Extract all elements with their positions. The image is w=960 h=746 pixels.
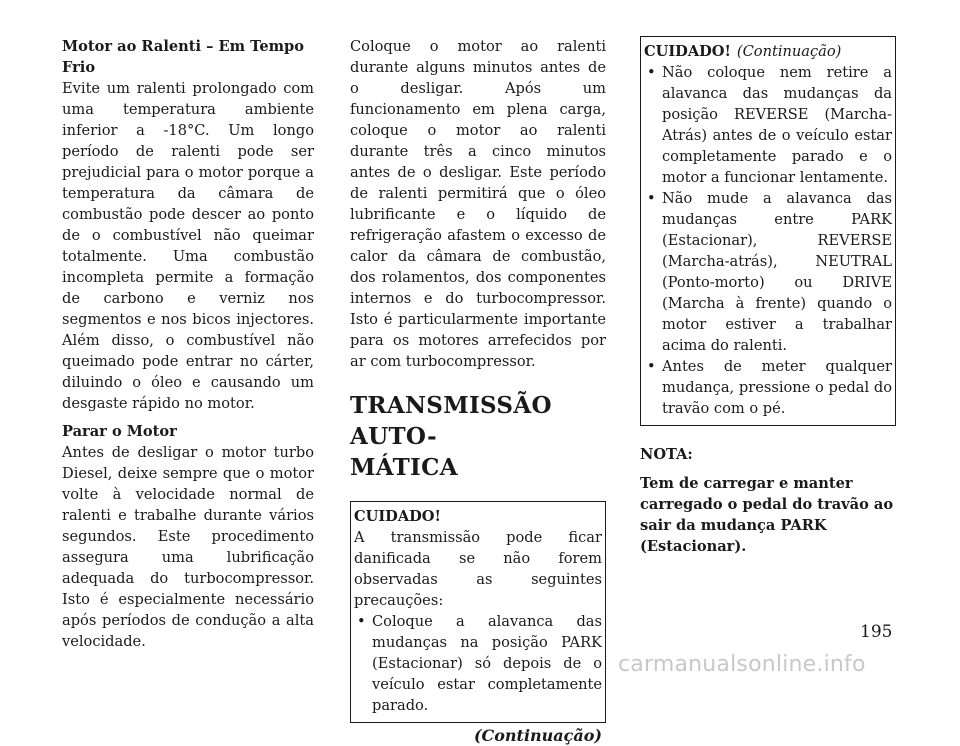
- section-title-line2: MÁTICA: [350, 454, 458, 481]
- watermark: carmanualsonline.info: [618, 652, 866, 677]
- caution-box: [350, 501, 606, 723]
- caution-list-continued: [644, 62, 892, 419]
- caution-item: • Coloque a alavanca das mudanças na posição PARK (Estacionar) só depois de o veículo estar completamente parado.: [354, 611, 602, 716]
- caution-continued-label: (Continuação): [736, 43, 842, 60]
- paragraph-stop-engine: Antes de desligar o motor turbo Diesel, deixe sempre que o motor volte à velocidade normal de ralenti e trabalhe durante vários segundos. Este procedimento assegura uma lubrificação adequada do turbocompressor. Isto é especialmente necessário após períodos de condução a alta velocidade.: [62, 444, 314, 650]
- page-number: 195: [860, 622, 893, 642]
- paragraph-idle-cold-weather: Evite um ralenti prolongado com uma temperatura ambiente inferior a -18°C. Um longo período de ralenti pode ser prejudicial para o motor porque a temperatura da câmara de combustão pode descer ao ponto de o combustível não queimar totalmente. Uma combustão incompleta permite a formação de carbono e verniz nos segmentos e nos bicos injectores. Além disso, o combustível não queimado pode entrar no cárter, diluindo o óleo e causando um desgaste rápido no motor.: [62, 80, 314, 412]
- column-middle: [350, 36, 606, 746]
- caution-title: CUIDADO!: [354, 508, 441, 525]
- paragraph-idle-before-shutdown: Coloque o motor ao ralenti durante alguns minutos antes de o desligar. Após um funcionamento em plena carga, coloque o motor ao ralenti durante três a cinco minutos antes de o desligar. Este período de ralenti permitirá que o óleo lubrificante e o líquido de refrigeração afastem o excesso de calor da câmara de combustão, dos rolamentos, dos componentes internos e do turbocompressor. Isto é particularmente importante para os motores arrefecidos por ar com turbocompressor.: [350, 38, 606, 370]
- caution-list: [354, 611, 602, 716]
- note-text: Tem de carregar e manter carregado o pedal do travão ao sair da mudança PARK (Estacionar).: [640, 475, 894, 555]
- caution-item: • Não coloque nem retire a alavanca das mudanças da posição REVERSE (Marcha-Atrás) antes de o veículo estar completamente parado e o motor a funcionar lentamente.: [644, 62, 892, 188]
- caution-item: • Não mude a alavanca das mudanças entre PARK (Estacionar), REVERSE (Marcha-atrás), NEUTRAL (Ponto-morto) ou DRIVE (Marcha à frente) quando o motor estiver a trabalhar acima do ralenti.: [644, 188, 892, 356]
- column-left: [62, 36, 314, 652]
- section-title-automatic-transmission: [350, 390, 606, 483]
- section-title-line1: TRANSMISSÃO AUTO-: [350, 392, 552, 450]
- caution-item: • Antes de meter qualquer mudança, pressione o pedal do travão com o pé.: [644, 356, 892, 419]
- caution-box-continued: [640, 36, 896, 426]
- heading-stop-engine: Parar o Motor: [62, 423, 177, 440]
- note-label: NOTA:: [640, 446, 693, 463]
- heading-idle-cold-weather: Motor ao Ralenti – Em Tempo Frio: [62, 38, 305, 76]
- caution-title-text: CUIDADO!: [644, 43, 731, 60]
- caution-title-continued: [644, 41, 892, 62]
- caution-intro: A transmissão pode ficar danificada se não forem observadas as seguintes precauções:: [354, 529, 602, 609]
- continued-label: (Continuação): [473, 726, 602, 745]
- column-right: [640, 36, 896, 557]
